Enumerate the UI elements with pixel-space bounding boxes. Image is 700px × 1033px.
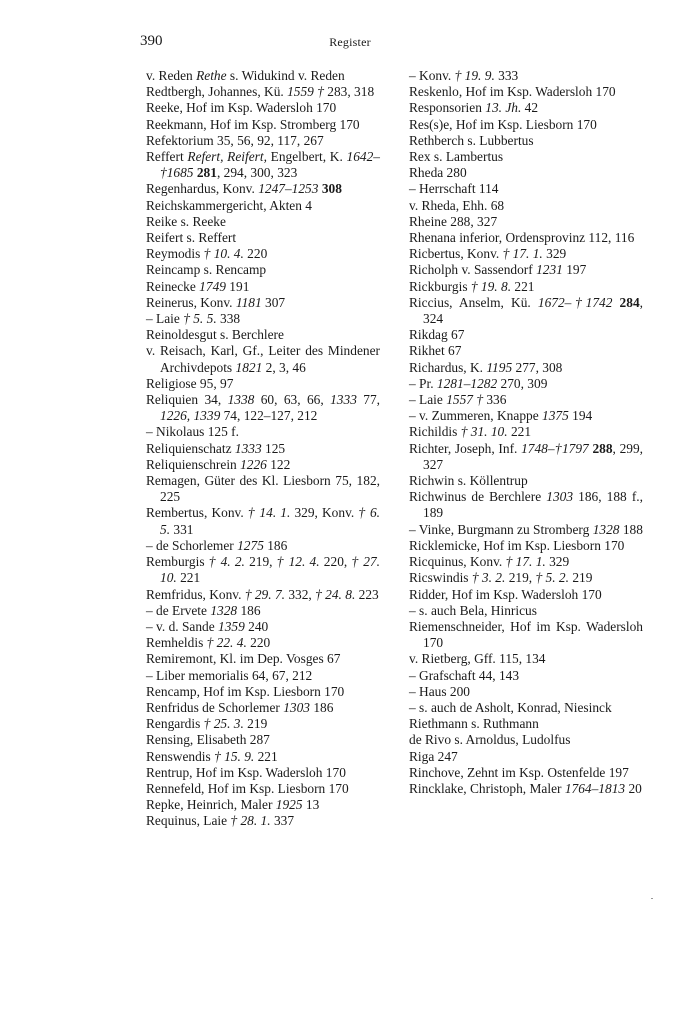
index-entry: Refektorium 35, 56, 92, 117, 267 <box>146 132 324 148</box>
index-entry: – Haus 200 <box>409 683 470 699</box>
index-entry: v. Reisach, Karl, Gf., Leiter des Mindener Archivdepots 1821 2, 3, 46 <box>146 343 380 375</box>
index-entry: Rincklake, Christoph, Maler 1764–1813 20 <box>409 780 642 796</box>
index-entry: Rennefeld, Hof im Ksp. Liesborn 170 <box>146 780 349 796</box>
index-entry: Reliquienschatz 1333 125 <box>146 440 286 456</box>
index-entry: Rex s. Lambertus <box>409 149 504 165</box>
index-entry: Remagen, Güter des Kl. Liesborn 75, 182, 225 <box>146 473 380 505</box>
index-entry: Riemenschneider, Hof im Ksp. Wadersloh 170 <box>409 618 643 651</box>
index-entry: – Grafschaft 44, 143 <box>409 667 520 683</box>
index-entry: Rembertus, Konv. † 14. 1. 329, Konv. † 6. 5. 331 <box>146 505 381 537</box>
index-entry: Riethmann s. Ruthmann <box>409 716 539 732</box>
index-entry: Reinecke 1749 191 <box>146 278 250 294</box>
index-column-left <box>146 68 380 830</box>
index-entry: Rikdag 67 <box>409 327 465 343</box>
index-entry: Remiremont, Kl. im Dep. Vosges 67 <box>146 651 341 667</box>
index-entry: Res(s)e, Hof im Ksp. Liesborn 170 <box>409 116 597 132</box>
index-entry: – Vinke, Burgmann zu Stromberg 1328 188 <box>409 521 643 537</box>
index-entry: v. Rheda, Ehh. 68 <box>409 197 505 213</box>
index-entry: Reeke, Hof im Ksp. Wadersloh 170 <box>146 100 337 116</box>
index-entry: Ricbertus, Konv. † 17. 1. 329 <box>409 246 567 262</box>
index-entry: – Laie † 5. 5. 338 <box>146 311 241 327</box>
index-entry: Rheda 280 <box>409 165 467 181</box>
index-entry: Reliquienschrein 1226 122 <box>146 456 291 472</box>
index-entry: Ricquinus, Konv. † 17. 1. 329 <box>409 554 570 570</box>
index-entry: Rensing, Elisabeth 287 <box>146 732 270 748</box>
index-entry: Rentrup, Hof im Ksp. Wadersloh 170 <box>146 764 346 780</box>
index-entry: Riga 247 <box>409 748 458 764</box>
index-entry: Redtbergh, Johannes, Kü. 1559 † 283, 318 <box>146 84 375 100</box>
index-entry: – Laie 1557 † 336 <box>409 392 507 408</box>
index-entry: – Nikolaus 125 f. <box>146 424 239 440</box>
index-entry: Reekmann, Hof im Ksp. Stromberg 170 <box>146 116 360 132</box>
index-entry: Ricswindis † 3. 2. 219, † 5. 2. 219 <box>409 570 593 586</box>
index-entry: Remfridus, Konv. † 29. 7. 332, † 24. 8. 223 <box>146 586 379 602</box>
index-entry: Responsorien 13. Jh. 42 <box>409 100 539 116</box>
index-entry: – Herrschaft 114 <box>409 181 499 197</box>
index-entry: Rinchove, Zehnt im Ksp. Ostenfelde 197 <box>409 764 629 780</box>
index-entry: Rikhet 67 <box>409 343 462 359</box>
index-entry: v. Rietberg, Gff. 115, 134 <box>409 651 546 667</box>
index-entry: Reskenlo, Hof im Ksp. Wadersloh 170 <box>409 84 616 100</box>
index-entry: Renfridus de Schorlemer 1303 186 <box>146 699 334 715</box>
index-entry: Richildis † 31. 10. 221 <box>409 424 532 440</box>
running-head: Register <box>329 35 371 49</box>
index-entry: Religiose 95, 97 <box>146 375 234 391</box>
index-entry: Reinoldesgut s. Berchlere <box>146 327 284 343</box>
index-entry: Reinerus, Konv. 1181 307 <box>146 294 286 310</box>
index-entry: Reifert s. Reffert <box>146 230 237 246</box>
index-entry: – v. d. Sande 1359 240 <box>146 618 269 634</box>
index-entry: Rhenana inferior, Ordensprovinz 112, 116 <box>409 230 635 246</box>
index-entry: Reincamp s. Rencamp <box>146 262 267 278</box>
index-entry: – de Ervete 1328 186 <box>146 602 261 618</box>
page-number: 390 <box>140 33 163 49</box>
index-entry: – de Schorlemer 1275 186 <box>146 537 288 553</box>
index-entry: Rencamp, Hof im Ksp. Liesborn 170 <box>146 683 345 699</box>
index-entry: – Pr. 1281–1282 270, 309 <box>409 375 548 391</box>
index-entry: Riccius, Anselm, Kü. 1672–†1742 284, 324 <box>409 294 643 327</box>
index-entry: Reichskammergericht, Akten 4 <box>146 197 312 213</box>
index-entry: – s. auch Bela, Hinricus <box>409 602 537 618</box>
index-entry: Rengardis † 25. 3. 219 <box>146 716 268 732</box>
index-entry: Repke, Heinrich, Maler 1925 13 <box>146 797 320 813</box>
index-entry: v. Reden Rethe s. Widukind v. Reden <box>146 68 345 83</box>
index-entry: Reymodis † 10. 4. 220 <box>146 246 268 262</box>
index-column-right <box>409 68 643 797</box>
margin-mark <box>651 898 653 899</box>
index-entry: Richwin s. Köllentrup <box>409 473 528 489</box>
index-entry: Renswendis † 15. 9. 221 <box>146 748 278 764</box>
index-entry: Richter, Joseph, Inf. 1748–†1797 288, 299, 327 <box>409 440 644 472</box>
index-entry: Requinus, Laie † 28. 1. 337 <box>146 813 295 829</box>
index-entry: Richolph v. Sassendorf 1231 197 <box>409 262 587 278</box>
index-entry: Regenhardus, Konv. 1247–1253 308 <box>146 181 342 197</box>
index-entry: Richardus, K. 1195 277, 308 <box>409 359 563 375</box>
index-entry: Reffert Refert, Reifert, Engelbert, K. 1642–†1685 281, 294, 300, 323 <box>146 149 380 181</box>
index-entry: – Liber memorialis 64, 67, 212 <box>146 667 313 683</box>
index-entry: – s. auch de Asholt, Konrad, Niesinck <box>409 699 612 715</box>
index-entry: de Rivo s. Arnoldus, Ludolfus <box>409 732 571 748</box>
index-entry: Rethberch s. Lubbertus <box>409 132 534 148</box>
index-entry: Reliquien 34, 1338 60, 63, 66, 1333 77, 1226, 1339 74, 122–127, 212 <box>146 392 381 424</box>
index-entry: Remburgis † 4. 2. 219, † 12. 4. 220, † 27. 10. 221 <box>146 554 381 586</box>
index-entry: Reike s. Reeke <box>146 213 226 229</box>
index-entry: Ridder, Hof im Ksp. Wadersloh 170 <box>409 586 602 602</box>
index-entry: Richwinus de Berchlere 1303 186, 188 f., 189 <box>409 489 643 521</box>
index-entry: – Konv. † 19. 9. 333 <box>409 68 519 83</box>
index-entry: – v. Zummeren, Knappe 1375 194 <box>409 408 593 424</box>
index-entry: Ricklemicke, Hof im Ksp. Liesborn 170 <box>409 537 625 553</box>
index-entry: Rickburgis † 19. 8. 221 <box>409 278 535 294</box>
index-entry: Remheldis † 22. 4. 220 <box>146 635 271 651</box>
index-entry: Rheine 288, 327 <box>409 213 498 229</box>
